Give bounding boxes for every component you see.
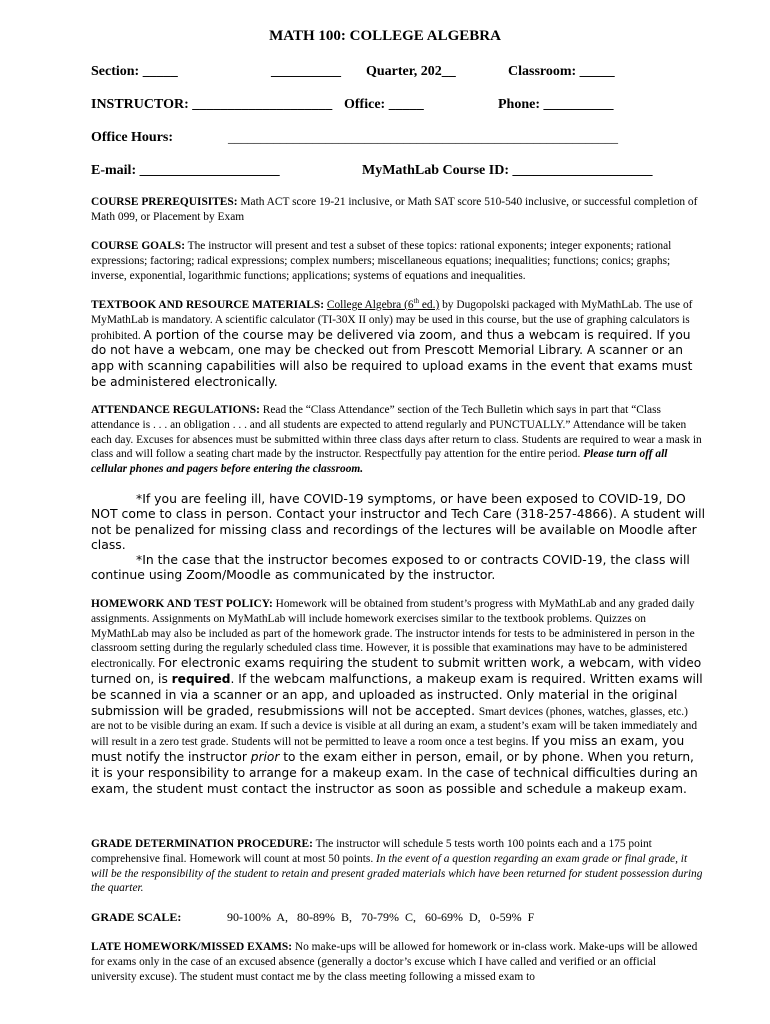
grade-heading: GRADE DETERMINATION PROCEDURE: — [91, 838, 313, 850]
goals-section — [91, 239, 703, 283]
homework-responsibility-text: to the exam either in person, email, or by phone. When you return, it is your responsibility to arrange for a makeup exam. In the case of technical difficulties during an exam, the student must contact the instructor as soon as possible and schedule a makeup exam. — [91, 749, 698, 796]
homework-webcam-text: For electronic exams requiring the student to submit written work, a webcam, with video turned on, is — [91, 656, 702, 686]
classroom-field: Classroom: _____ — [508, 64, 615, 79]
textbook-section — [91, 298, 703, 391]
quarter-field: Quarter, 202__ — [366, 64, 456, 79]
late-heading: LATE HOMEWORK/MISSED EXAMS: — [91, 941, 293, 953]
homework-section — [91, 597, 703, 797]
homework-prior: prior — [250, 749, 280, 764]
grade-scale-values: 90-100% A, 80-89% B, 70-79% C, 60-69% D, 0-59% F — [227, 910, 535, 924]
page-title: MATH 100: COLLEGE ALGEBRA — [269, 28, 501, 44]
phone-field: Phone: __________ — [498, 97, 614, 112]
office-hours-line: ____________________________________________________________ — [228, 130, 618, 145]
attendance-emphasis: Please turn off all cellular phones and pagers before entering the classroom. — [91, 448, 668, 476]
late-section — [91, 940, 703, 984]
grade-scale-label: GRADE SCALE: — [91, 910, 182, 924]
textbook-title: College Algebra (6th ed.) — [326, 297, 440, 311]
textbook-heading: TEXTBOOK AND RESOURCE MATERIALS: — [91, 299, 325, 311]
prerequisites-text: Math ACT score 19-21 inclusive, or Math SAT score 510-540 inclusive, or successful completion of Math 099, or Placement by Exam — [91, 196, 698, 223]
instructor-field: INSTRUCTOR: ____________________ — [91, 97, 333, 112]
mymathlab-id-field: MyMathLab Course ID: ____________________ — [362, 163, 653, 178]
email-field: E-mail: ____________________ — [91, 163, 280, 178]
covid-notice-1: *If you are feeling ill, have COVID-19 symptoms, or have been exposed to COVID-19, DO NOT come to class in person. Contact your instructor and Tech Care (318-257-4866). A student will not be penalized for missing class and recordings of the lectures will be available on Moodle after class. — [91, 491, 706, 553]
blank-field: __________ — [271, 64, 341, 79]
grade-italic: In the event of a question regarding an exam grade or final grade, it will be the responsibility of the student to retain and present graded materials which have been returned for student possession during the quarter. — [91, 852, 703, 895]
covid-notice-2: *In the case that the instructor becomes exposed to or contracts COVID-19, the class will continue using Zoom/Moodle as communicated by the instructor. — [91, 552, 690, 583]
grade-text: The instructor will schedule 5 tests worth 100 points each and a 175 point comprehensive final. Homework will count at most 50 points. — [91, 838, 652, 865]
homework-makeup-text: . If the webcam malfunctions, a makeup exam is required. Written exams will be scanned in via a scanner or an app, and uploaded as instructed. Only material in the original submission will be graded, resubmissions will not be accepted. — [91, 671, 703, 718]
goals-heading: COURSE GOALS: — [91, 240, 185, 252]
homework-heading: HOMEWORK AND TEST POLICY: — [91, 598, 273, 610]
prerequisites-heading: COURSE PREREQUISITES: — [91, 196, 238, 208]
goals-text: The instructor will present and test a subset of these topics: rational exponents; integer exponents; rational expressions; factoring; radical expressions; complex numbers; miscellaneous equations; inequalities; functions; conics; graphs; inverse, exponential, logarithmic functions; applications; systems of equations and inequalities. — [91, 240, 672, 282]
prerequisites-section — [91, 195, 703, 225]
office-hours-label: Office Hours: — [91, 130, 174, 145]
section-field: Section: _____ — [91, 64, 178, 79]
homework-devices-text: Smart devices (phones, watches, glasses, etc.) are not to be visible during an exam. If such a device is visible at all during an exam, a student’s exam will be taken immediately and will result in a zero test grade. Students will not be permitted to leave a room once a test begins. — [91, 705, 698, 749]
homework-missed-text: If you miss an exam, you must notify the instructor — [91, 734, 685, 764]
grade-section — [91, 837, 703, 896]
office-field: Office: _____ — [344, 97, 424, 112]
attendance-heading: ATTENDANCE REGULATIONS: — [91, 404, 260, 416]
attendance-section — [91, 403, 703, 477]
homework-required: required — [171, 671, 231, 686]
textbook-text: by Dugopolski packaged with MyMathLab. The use of MyMathLab is mandatory. A scientific calculator (TI-30X II only) may be used in this course, but the use of graphing calculators is prohibited. — [91, 299, 693, 342]
attendance-text: Read the “Class Attendance” section of the Tech Bulletin which says in part that “Class attendance is . . . an obligation . . . and all students are expected to attend regularly and PUNCTUALLY.” Attendance will be taken each day. Excuses for absences must be submitted within three class days after return to class. Students are required to wear a mask in class and will follow a seating chart made by the instructor. Respectfully pay attention for the entire period. — [91, 404, 702, 461]
textbook-webcam-text: A portion of the course may be delivered via zoom, and thus a webcam is required. If you do not have a webcam, one may be checked out from Prescott Memorial Library. A scanner or an app with scanning capabilities will also be required to upload exams in the event that exams must be administered electronically. — [91, 327, 693, 389]
homework-text: Homework will be obtained from student’s progress with MyMathLab and any graded daily assignments. Assignments on MyMathLab will include homework exercises similar to the textbook problems. Quizzes on MyMathLab may also be included as part of the homework grade. The instructor intends for tests to be administered in person in the classroom setting during the regularly scheduled class time. However, it is possible that examinations may have to be administered electronically. — [91, 598, 695, 671]
late-text: No make-ups will be allowed for homework or in-class work. Make-ups will be allowed for exams only in the case of an excused absence (generally a doctor’s excuse which I have called and verified or an official university excuse). The student must contact me by the class meeting following a missed exam to — [91, 941, 698, 983]
